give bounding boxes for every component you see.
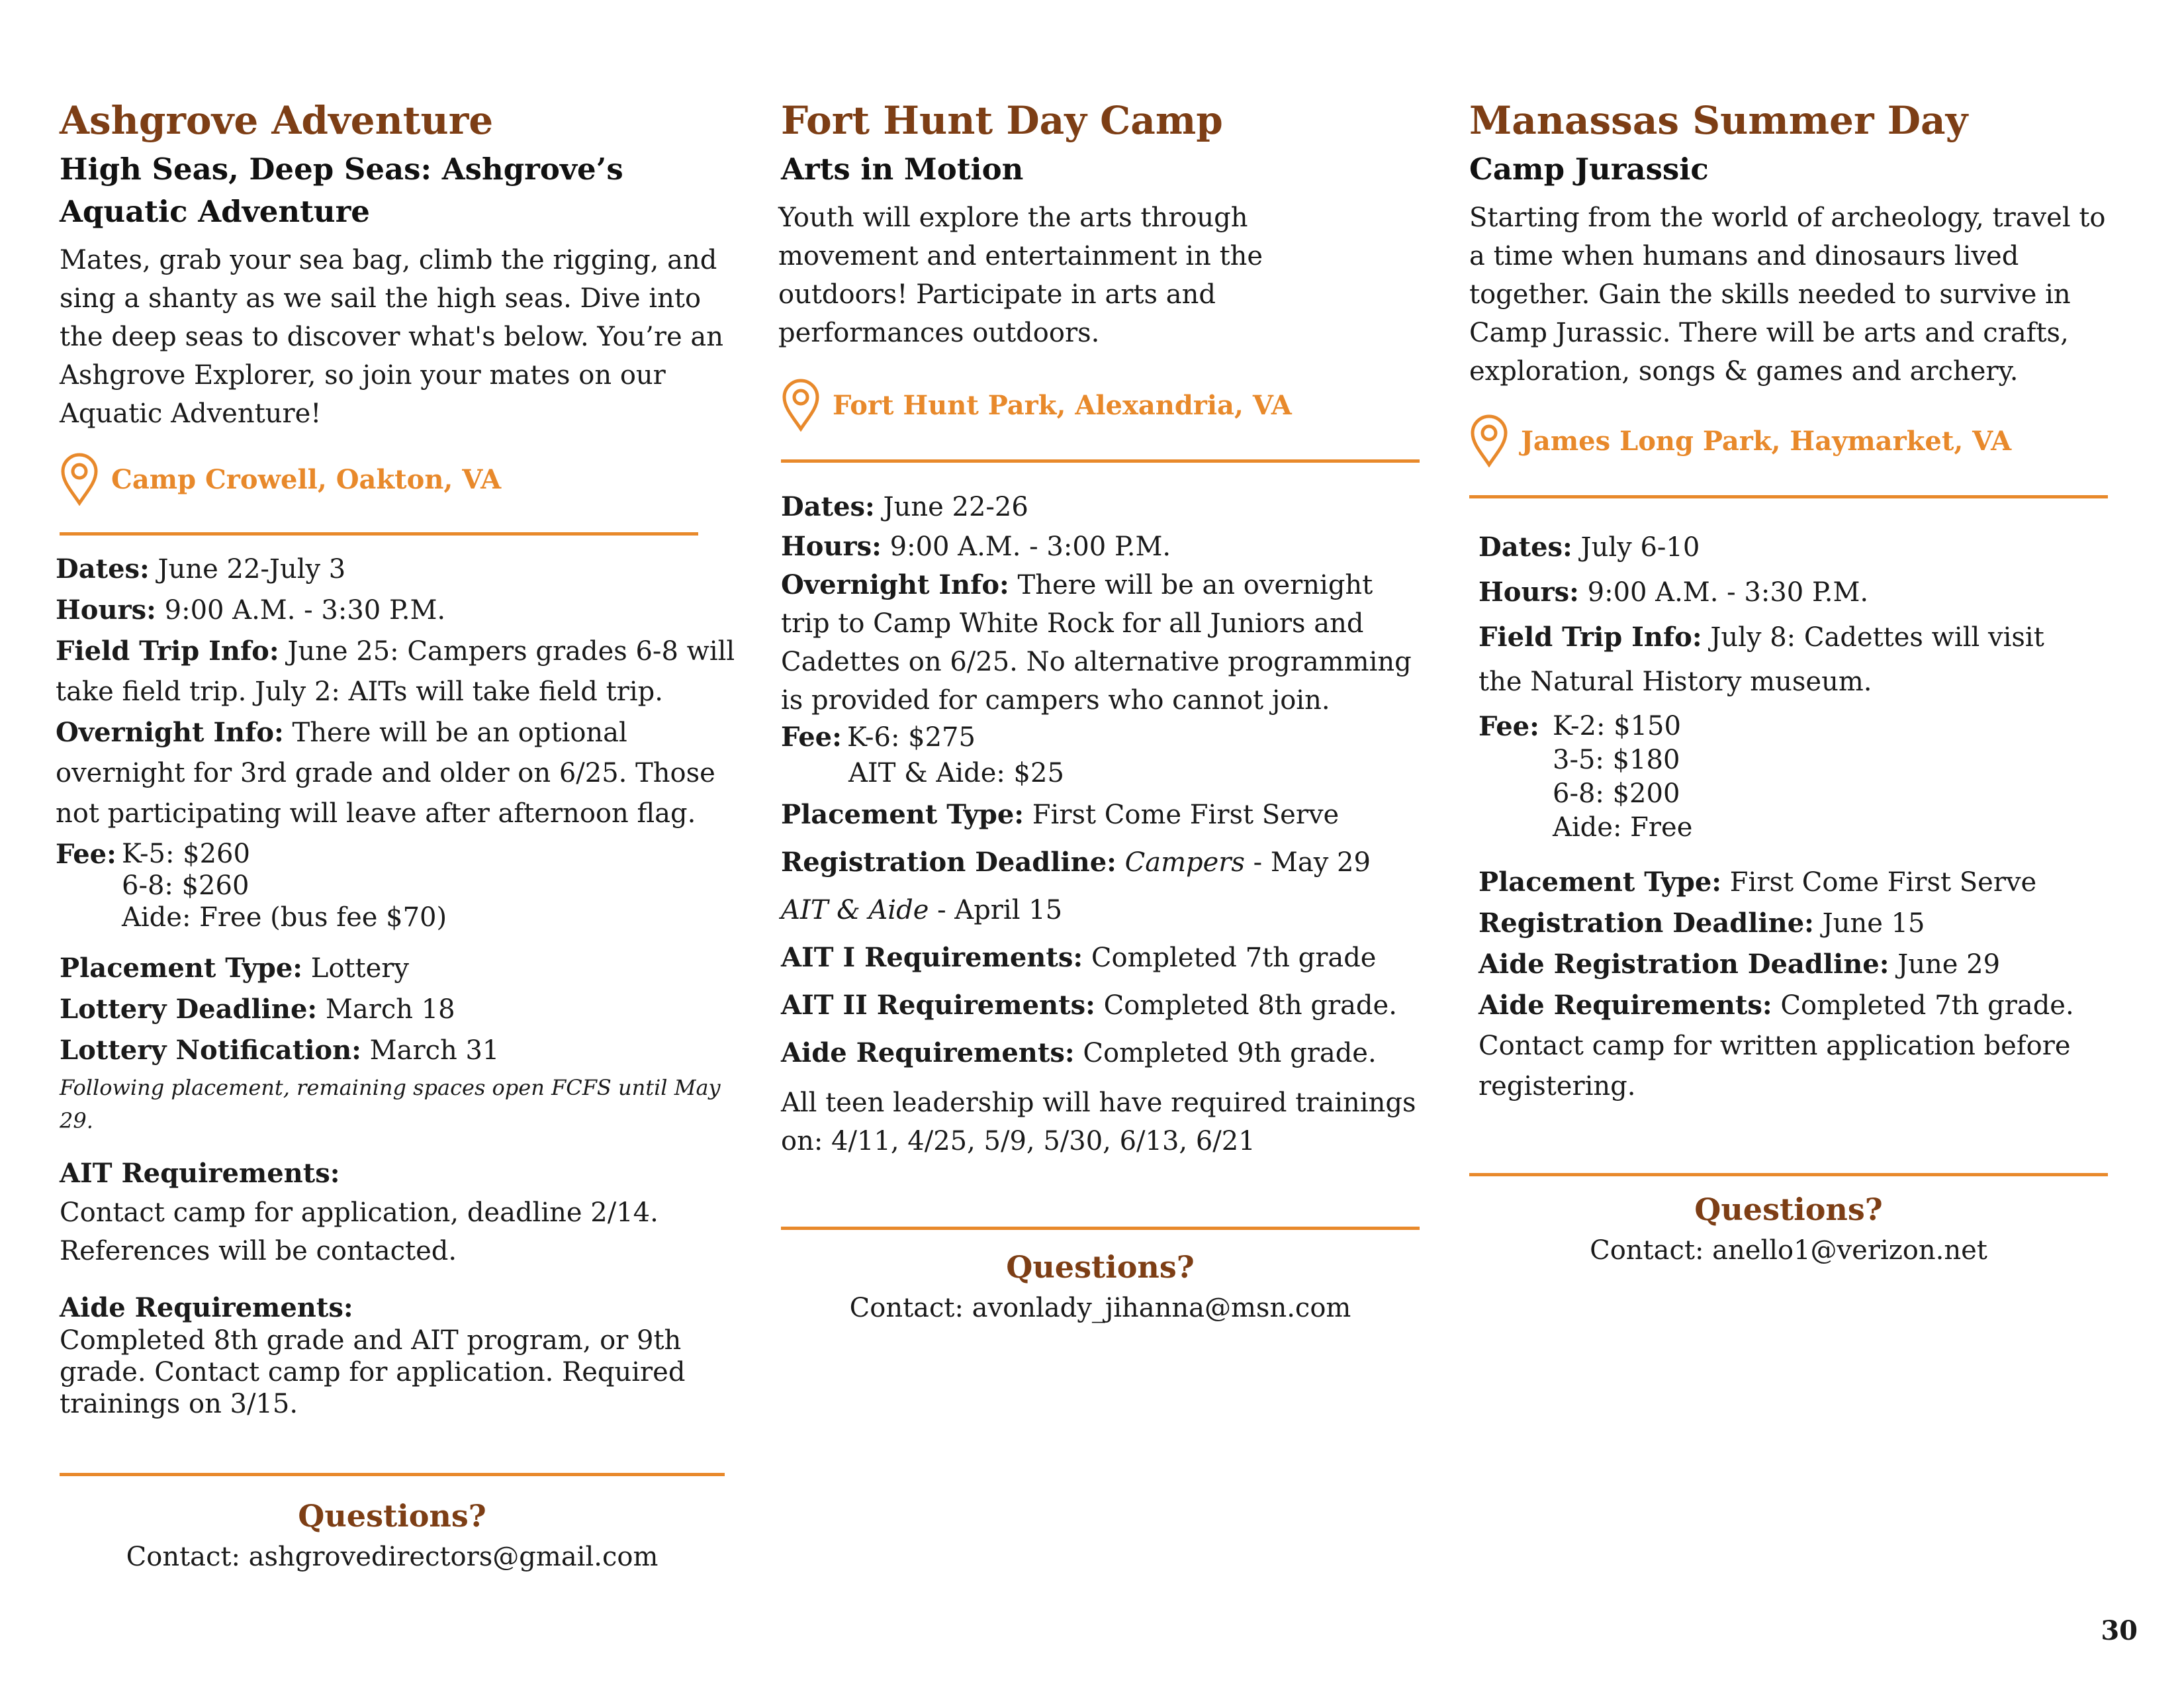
map-pin-icon xyxy=(60,453,99,506)
ait-label: AIT Requirements: xyxy=(60,1158,340,1189)
page-number: 30 xyxy=(2101,1615,2138,1646)
hours-value: 9:00 A.M. - 3:30 P.M. xyxy=(164,595,446,626)
fee-label: Fee: xyxy=(781,722,842,753)
field-trip-value: June 25: Campers grades 6-8 will take field trip. July 2: AITs will take field trip. xyxy=(56,636,735,707)
hours-label: Hours: xyxy=(781,531,882,562)
camp-description: Starting from the world of archeology, travel to a time when humans and dinosaurs lived together. Gain the skills needed to survive in Camp Jurassic. There will be arts and crafts, exploration, songs & games and archery. xyxy=(1469,203,2106,387)
aide-label: Aide Requirements: xyxy=(781,1037,1075,1068)
fee-item: 6-8: $260 xyxy=(122,870,250,901)
camp-subtitle: Arts in Motion xyxy=(781,152,1024,187)
training-note: All teen leadership will have required trainings on: 4/11, 4/25, 5/9, 5/30, 6/13, 6/21 xyxy=(781,1088,1416,1156)
aide-value: Completed 9th grade. xyxy=(1083,1038,1377,1068)
lottery-deadline-label: Lottery Deadline: xyxy=(60,994,318,1025)
aide-block xyxy=(60,1291,741,1420)
field-trip-label: Field Trip Info: xyxy=(56,635,279,667)
contact-text: Contact: ashgrovedirectors@gmail.com xyxy=(126,1542,659,1572)
aide-label: Aide Requirements: xyxy=(1479,990,1772,1021)
fee-item: Aide: Free xyxy=(1553,812,1693,843)
placement-label: Placement Type: xyxy=(60,953,303,984)
placement-value: First Come First Serve xyxy=(1729,867,2037,898)
camp-column-fort-hunt xyxy=(778,93,1416,1328)
camp-details xyxy=(781,487,1416,1160)
fee-item: K-5: $260 xyxy=(122,839,250,869)
reg-campers-label: Campers xyxy=(1124,847,1245,878)
camp-description: Youth will explore the arts through movement and entertainment in the outdoors! Participate in arts and performances outdoors. xyxy=(778,203,1263,348)
questions-heading: Questions? xyxy=(1006,1249,1195,1285)
reg-deadline-label: Registration Deadline: xyxy=(781,847,1116,878)
contact-text: Contact: anello1@verizon.net xyxy=(1590,1235,1987,1266)
camp-location xyxy=(60,453,741,506)
hours-value: 9:00 A.M. - 3:30 P.M. xyxy=(1587,577,1869,608)
ait1-value: Completed 7th grade xyxy=(1091,943,1377,973)
location-text: Fort Hunt Park, Alexandria, VA xyxy=(833,389,1292,421)
placement-label: Placement Type: xyxy=(781,799,1024,830)
divider xyxy=(1469,495,2108,498)
fee-block xyxy=(1479,710,2111,845)
questions-heading: Questions? xyxy=(298,1498,486,1534)
camp-title: Ashgrove Adventure xyxy=(60,98,494,143)
camp-location xyxy=(781,379,1416,432)
divider xyxy=(781,459,1420,463)
fee-item: K-6: $275 xyxy=(847,722,976,753)
lottery-notification-value: March 31 xyxy=(369,1035,500,1066)
aide-reg-value: June 29 xyxy=(1897,949,2001,980)
divider xyxy=(60,532,698,536)
lottery-notification-label: Lottery Notification: xyxy=(60,1035,361,1066)
placement-value: First Come First Serve xyxy=(1032,800,1340,830)
fee-item: 3-5: $180 xyxy=(1553,745,1680,775)
aide-value: Completed 7th grade. Contact camp for written application before registering. xyxy=(1479,990,2074,1102)
aide-label: Aide Requirements: xyxy=(60,1292,353,1323)
camp-details xyxy=(1479,525,2111,1107)
dates-label: Dates: xyxy=(1479,532,1572,563)
reg-ait-value: - April 15 xyxy=(929,895,1063,925)
fee-item: Aide: Free (bus fee $70) xyxy=(122,902,447,933)
field-trip-value: July 8: Cadettes will visit the Natural History museum. xyxy=(1479,622,2044,697)
location-text: Camp Crowell, Oakton, VA xyxy=(111,463,502,495)
dates-label: Dates: xyxy=(56,553,150,585)
ait1-label: AIT I Requirements: xyxy=(781,942,1083,973)
reg-campers-value: - May 29 xyxy=(1244,847,1371,878)
overnight-value: There will be an overnight trip to Camp White Rock for all Juniors and Cadettes on 6/25. No alternative programming is provided for campers who cannot join. xyxy=(781,570,1412,716)
overnight-label: Overnight Info: xyxy=(781,569,1009,600)
camp-title: Fort Hunt Day Camp xyxy=(781,98,1223,143)
fee-label: Fee: xyxy=(56,839,116,870)
map-pin-icon xyxy=(781,379,821,432)
aide-reg-label: Aide Registration Deadline: xyxy=(1479,949,1889,980)
placement-value: Lottery xyxy=(310,953,409,984)
camp-column-manassas xyxy=(1469,93,2111,1270)
ait-block xyxy=(60,1153,741,1270)
fee-item: 6-8: $200 xyxy=(1553,778,1680,809)
questions-heading: Questions? xyxy=(1694,1192,1883,1227)
camp-description: Mates, grab your sea bag, climb the rigging, and sing a shanty as we sail the high seas. Dive into the deep seas to discover what's below. You’re an Ashgrove Explorer, so join your mates on our Aquatic Adventure! xyxy=(60,245,724,429)
placement-label: Placement Type: xyxy=(1479,867,1722,898)
divider xyxy=(781,1227,1420,1230)
divider xyxy=(1469,1173,2108,1176)
camp-location xyxy=(1469,414,2111,467)
reg-deadline-value: June 15 xyxy=(1822,908,1925,939)
camp-subtitle: Camp Jurassic xyxy=(1469,152,1709,187)
hours-value: 9:00 A.M. - 3:00 P.M. xyxy=(889,532,1171,562)
overnight-value: There will be an optional overnight for 3rd grade and older on 6/25. Those not participating will leave after afternoon flag. xyxy=(56,718,715,829)
contact-text: Contact: avonlady_jihanna@msn.com xyxy=(849,1293,1351,1323)
fee-block xyxy=(781,720,1416,791)
location-text: James Long Park, Haymarket, VA xyxy=(1521,425,2012,457)
ait-value: Contact camp for application, deadline 2/14. References will be contacted. xyxy=(60,1197,659,1266)
overnight-label: Overnight Info: xyxy=(56,717,284,748)
fee-item: K-2: $150 xyxy=(1553,711,1681,741)
reg-deadline-label: Registration Deadline: xyxy=(1479,908,1814,939)
divider xyxy=(60,1473,725,1476)
dates-value: July 6-10 xyxy=(1580,532,1700,563)
fee-label: Fee: xyxy=(1479,711,1539,742)
placement-block xyxy=(60,948,741,1137)
hours-label: Hours: xyxy=(56,594,156,626)
fee-item: AIT & Aide: $25 xyxy=(848,758,1064,788)
fee-block xyxy=(56,838,741,933)
dates-label: Dates: xyxy=(781,491,875,522)
map-pin-icon xyxy=(1469,414,1509,467)
field-trip-label: Field Trip Info: xyxy=(1479,622,1702,653)
camp-subtitle: High Seas, Deep Seas: Ashgrove’s Aquatic Adventure xyxy=(60,152,623,229)
reg-ait-label: AIT & Aide xyxy=(781,895,929,925)
ait2-label: AIT II Requirements: xyxy=(781,990,1095,1021)
camp-column-ashgrove xyxy=(56,93,741,1577)
camp-details xyxy=(56,549,741,933)
ait2-value: Completed 8th grade. xyxy=(1103,990,1397,1021)
aide-value: Completed 8th grade and AIT program, or 9th grade. Contact camp for application. Required trainings on 3/15. xyxy=(60,1325,686,1419)
lottery-deadline-value: March 18 xyxy=(325,994,455,1025)
dates-value: June 22-26 xyxy=(883,492,1028,522)
dates-value: June 22-July 3 xyxy=(158,554,346,585)
placement-note: Following placement, remaining spaces open FCFS until May 29. xyxy=(60,1075,721,1133)
camp-title: Manassas Summer Day xyxy=(1469,98,1968,143)
hours-label: Hours: xyxy=(1479,577,1579,608)
